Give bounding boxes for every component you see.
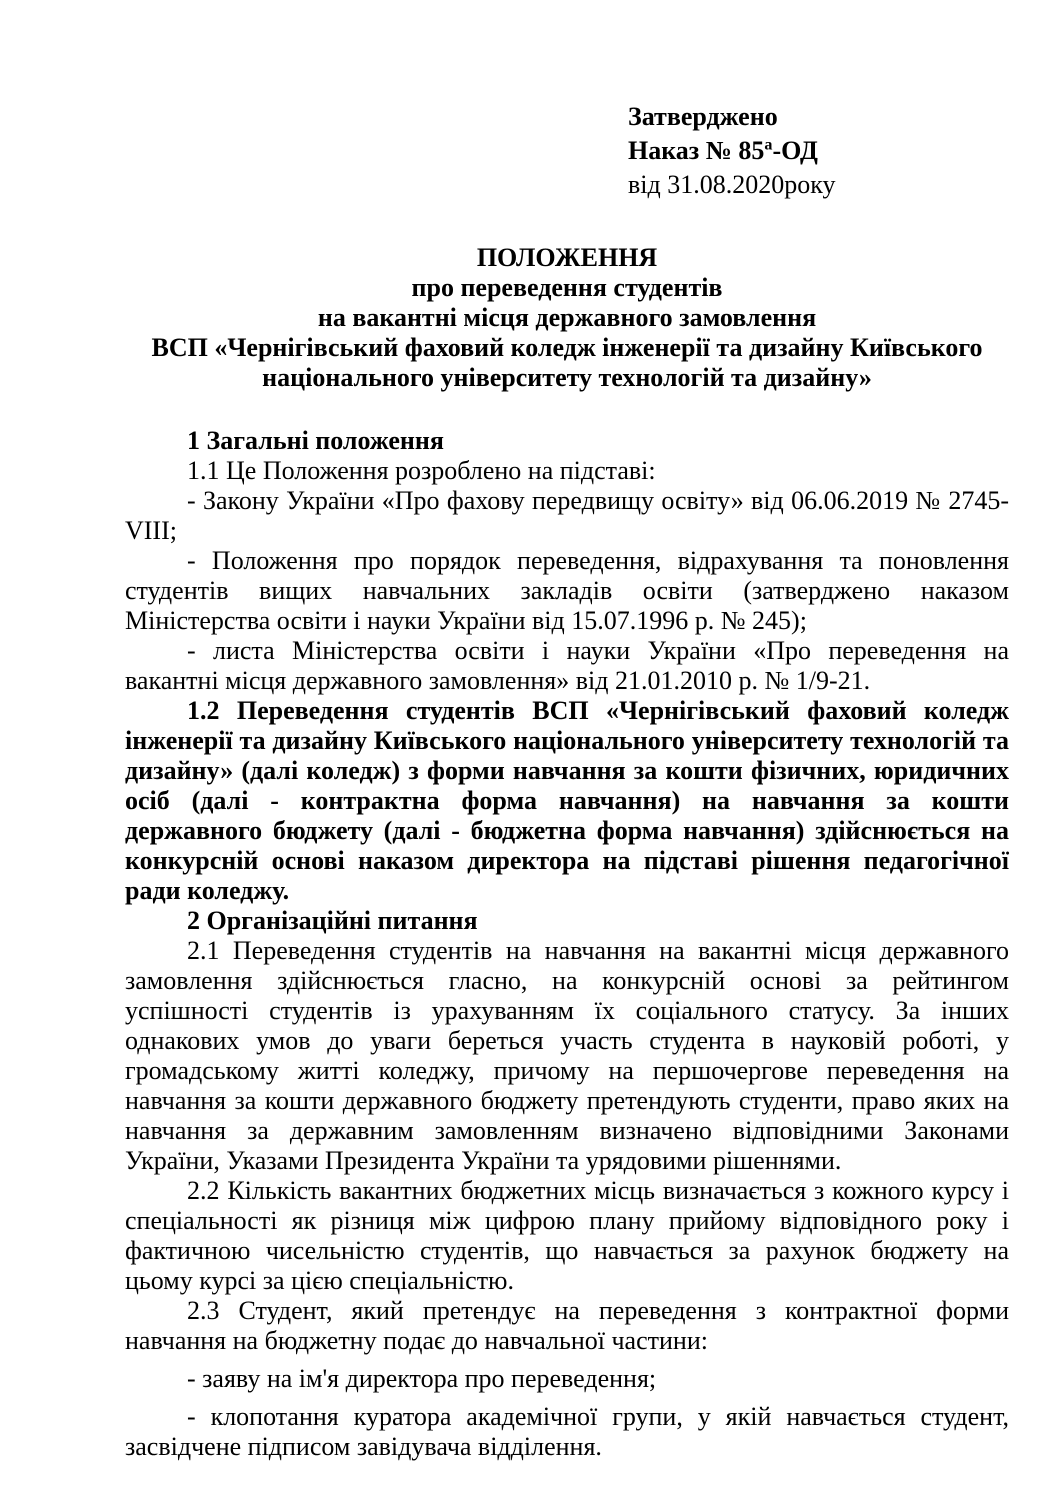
clause-1-2: 1.2 Переведення студентів ВСП «Чернігівський фаховий коледж інженерії та дизайну Київського національного університету технологій та дизайну» (далі коледж) з форми навчання за кошти фізичних, юридичних осіб (далі - контрактна форма навчання) на навчання за кошти державного бюджету (далі - бюджетна форма навчання) здійснюється на конкурсній основі наказом директора на підставі рішення педагогічної ради коледжу. <box>125 696 1009 905</box>
clause-1-1-item-law: - Закону України «Про фахову передвищу освіту» від 06.06.2019 № 2745-VIII; <box>125 486 1009 545</box>
title-line-subject: про переведення студентів <box>411 273 723 302</box>
document-title <box>125 243 1009 393</box>
order-number-superscript: а <box>764 136 773 154</box>
approval-line-date: від 31.08.2020року <box>628 170 836 199</box>
title-line-scope: на вакантні місця державного замовлення <box>317 303 817 332</box>
clause-1-1-item-letter: - листа Міністерства освіти і науки України «Про переведення на вакантні місця державного замовлення» від 21.01.2010 р. № 1/9-21. <box>125 636 1009 695</box>
approval-line-order <box>628 134 836 168</box>
title-line-college-2: національного університету технологій та дизайну» <box>262 363 872 392</box>
section-2-heading: 2 Організаційні питання <box>187 906 478 935</box>
clause-2-2: 2.2 Кількість вакантних бюджетних місць визначається з кожного курсу і спеціальності як різниця між цифрою плану прийому відповідного року і фактичною чисельністю студентів, що навчається за рахунок бюджету на цьому курсі за цією спеціальністю. <box>125 1176 1009 1295</box>
document-body <box>125 426 1009 1462</box>
order-number-prefix: Наказ № 85 <box>628 136 765 165</box>
clause-2-3-item-petition: - клопотання куратора академічної групи, у якій навчається студент, засвідчене підписом завідувача відділення. <box>125 1402 1009 1461</box>
clause-2-3: 2.3 Студент, який претендує на переведення з контрактної форми навчання на бюджетну подає до навчальної частини: <box>125 1296 1009 1355</box>
clause-2-1: 2.1 Переведення студентів на навчання на вакантні місця державного замовлення здійснюється гласно, на конкурсній основі за рейтингом успішності студентів із урахуванням їх соціального статусу. За інших однакових умов до уваги береться участь студента в науковій роботі, у громадському житті коледжу, причому на першочергове переведення на навчання за кошти державного бюджету претендують студенти, право яких на навчання за державним замовленням визначено відповідними Законами України, Указами Президента України та урядовими рішеннями. <box>125 936 1009 1175</box>
approval-block <box>628 100 836 202</box>
approval-line-approved: Затверджено <box>628 102 778 131</box>
clause-1-1: 1.1 Це Положення розроблено на підставі: <box>187 456 656 485</box>
title-line-main: ПОЛОЖЕННЯ <box>476 243 658 272</box>
clause-2-3-item-application: - заяву на ім'я директора про переведення; <box>187 1364 657 1393</box>
section-1-heading: 1 Загальні положення <box>187 426 444 455</box>
order-number-suffix: -ОД <box>772 136 818 165</box>
title-line-college-1: ВСП «Чернігівський фаховий коледж інженерії та дизайну Київського <box>151 333 983 362</box>
clause-1-1-item-regulation: - Положення про порядок переведення, відрахування та поновлення студентів вищих навчальних закладів освіти (затверджено наказом Міністерства освіти і науки України від 15.07.1996 р. № 245); <box>125 546 1009 635</box>
